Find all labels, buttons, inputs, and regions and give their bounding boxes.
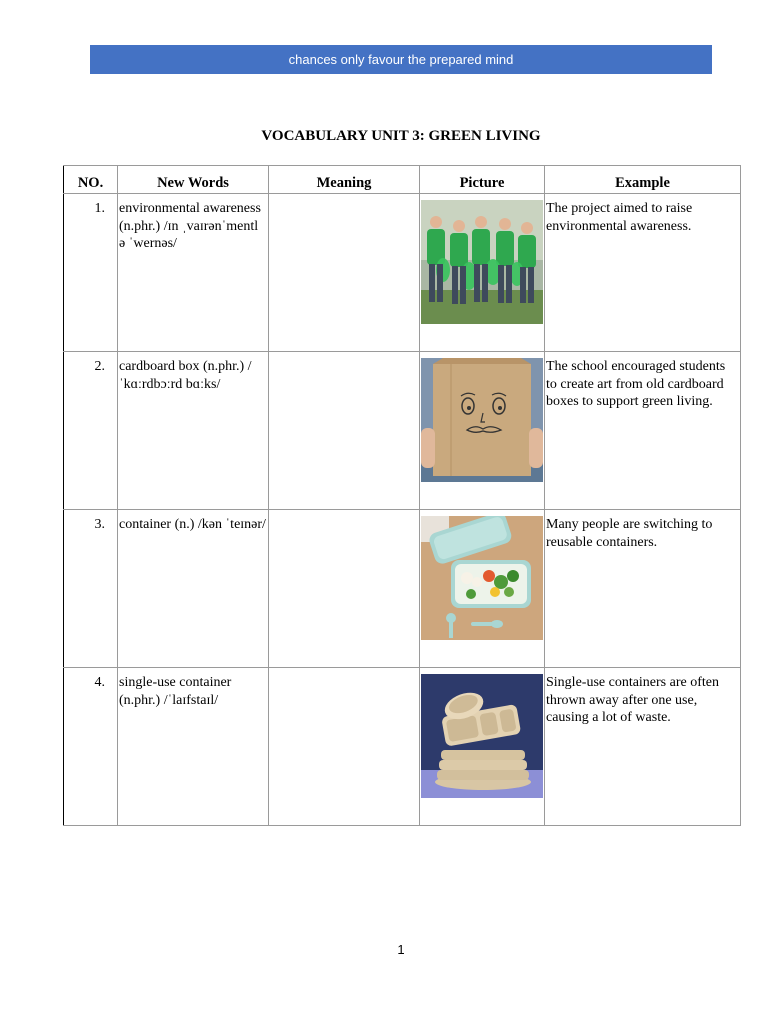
column-header-picture: Picture [420,166,545,194]
meaning-cell[interactable] [269,352,420,510]
header-banner: chances only favour the prepared mind [90,45,712,74]
row-number: 3. [64,510,118,668]
picture-cell [420,194,545,352]
picture-cell [420,668,545,826]
example-cell: Single-use containers are often thrown away after one use, causing a lot of waste. [545,668,741,826]
volunteers-picture [421,200,543,324]
page-number: 1 [397,942,405,957]
new-word-cell: single-use container (n.phr.) /ˈlaɪfstaɪl/ [118,668,269,826]
cardboard-box-picture [421,358,543,482]
table-row [64,668,741,826]
row-number: 1. [64,194,118,352]
meaning-cell[interactable] [269,668,420,826]
meaning-cell[interactable] [269,510,420,668]
meaning-cell[interactable] [269,194,420,352]
column-header-new-words: New Words [118,166,269,194]
row-number: 2. [64,352,118,510]
disposable-trays-picture [421,674,543,798]
new-word-cell: environmental awareness (n.phr.) /ɪn ˌvaɪrənˈmentl ə ˈwernəs/ [118,194,269,352]
page-title: VOCABULARY UNIT 3: GREEN LIVING [261,128,541,144]
example-cell: Many people are switching to reusable containers. [545,510,741,668]
row-number: 4. [64,668,118,826]
picture-cell [420,510,545,668]
column-header-example: Example [545,166,741,194]
column-header-meaning: Meaning [269,166,420,194]
picture-cell [420,352,545,510]
new-word-cell: cardboard box (n.phr.) /ˈkɑːrdbɔːrd bɑːks/ [118,352,269,510]
table-row [64,510,741,668]
table-row [64,352,741,510]
column-header-no: NO. [64,166,118,194]
vocabulary-table [63,165,741,826]
lunch-box-picture [421,516,543,640]
example-cell: The school encouraged students to create art from old cardboard boxes to support green living. [545,352,741,510]
table-header-row [64,166,741,194]
example-cell: The project aimed to raise environmental awareness. [545,194,741,352]
table-row [64,194,741,352]
new-word-cell: container (n.) /kən ˈteɪnər/ [118,510,269,668]
